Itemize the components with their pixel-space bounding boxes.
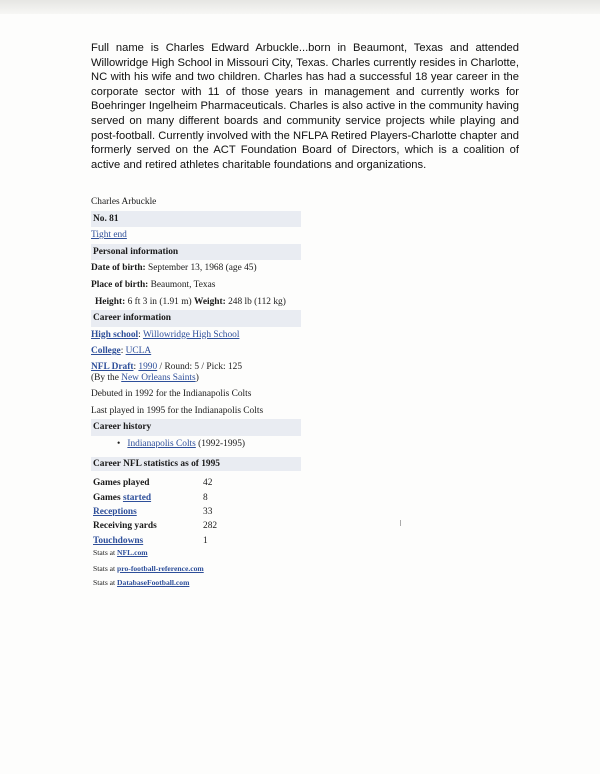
player-name: Charles Arbuckle	[91, 197, 157, 207]
height-weight-row	[91, 294, 301, 311]
career-history-header: Career history	[91, 419, 301, 436]
games-started-value: 8	[203, 492, 208, 503]
games-played-value: 42	[203, 478, 213, 489]
stats-source-pfr	[93, 564, 204, 573]
table-row	[93, 534, 217, 548]
bullet-icon: •	[117, 438, 121, 449]
games-started-label	[93, 490, 203, 504]
weight-value: 248 lb (112 kg)	[228, 296, 286, 307]
last-played-row: Last played in 1995 for the Indianapolis Colts	[91, 405, 264, 416]
stats-table	[93, 476, 217, 548]
personal-info-header: Personal information	[91, 244, 301, 261]
draft-team-link[interactable]: New Orleans Saints	[121, 372, 196, 383]
pob-label: Place of birth:	[91, 279, 149, 290]
started-link[interactable]: started	[122, 492, 152, 503]
draft-by-close: )	[195, 372, 199, 383]
nfl-draft-label[interactable]: NFL Draft	[91, 361, 134, 372]
college-row: College: UCLA	[91, 346, 152, 357]
history-years: (1992-1995)	[195, 438, 246, 449]
history-team-link[interactable]: Indianapolis Colts	[127, 438, 196, 449]
debut-row: Debuted in 1992 for the Indianapolis Colts	[91, 388, 252, 399]
nfl-com-link[interactable]: NFL.com	[117, 548, 148, 557]
high-school-row: High school: Willowridge High School	[91, 329, 240, 340]
position-row	[91, 227, 301, 244]
source-prefix: Stats at	[93, 564, 118, 573]
touchdowns-link[interactable]: Touchdowns	[93, 535, 144, 546]
draft-by-text: (By the	[91, 372, 122, 383]
pob-value: Beaumont, Texas	[150, 279, 216, 290]
receiving-yards-label: Receiving yards	[93, 521, 157, 532]
games-started-prefix: Games	[93, 492, 123, 503]
source-prefix: Stats at	[93, 548, 118, 557]
touchdowns-value: 1	[203, 535, 208, 546]
source-prefix: Stats at	[93, 578, 118, 587]
games-played-label: Games played	[93, 478, 150, 489]
high-school-label[interactable]: High school	[91, 329, 139, 340]
stats-source-nfl	[93, 548, 148, 557]
career-info-header: Career information	[91, 310, 301, 327]
receptions-value: 33	[203, 506, 213, 517]
draft-row: NFL Draft: 1990 / Round: 5 / Pick: 125	[91, 361, 243, 372]
databasefootball-link[interactable]: DatabaseFootball.com	[117, 578, 190, 587]
table-row	[93, 476, 217, 490]
draft-year-link[interactable]: 1990	[138, 361, 158, 372]
position-link[interactable]: Tight end	[91, 230, 127, 241]
college-label[interactable]: College	[91, 346, 121, 357]
college-link[interactable]: UCLA	[125, 346, 152, 357]
draft-round-pick: / Round: 5 / Pick: 125	[157, 361, 243, 372]
scan-top-edge	[0, 0, 600, 14]
dob-value: September 13, 1968 (age 45)	[148, 263, 257, 274]
biography-paragraph: Full name is Charles Edward Arbuckle...born in Beaumont, Texas and attended Willowridge High School in Missouri City, Texas. Charles currently resides in Charlotte, NC with his wife and two children. Charles has had a successful 18 year career in the corporate sector with 11 of those years in management and currently works for Boehringer Ingelheim Pharmaceuticals. Charles is also active in the community having served on many different boards and community service projects while playing and post-football. Currently involved with the NFLPA Retired Players-Charlotte chapter and formerly served on the ACT Foundation Board of Directors, which is a coalition of active and retired athletes charitable foundations and organizations.	[91, 42, 519, 171]
dob-label: Date of birth:	[91, 263, 146, 274]
touchdowns-label	[93, 534, 203, 548]
career-history-item	[91, 436, 301, 453]
weight-label: Weight:	[193, 296, 226, 307]
receiving-yards-value: 282	[203, 521, 218, 532]
stats-title: Career NFL statistics as of 1995	[91, 457, 301, 471]
height-label: Height:	[95, 296, 126, 307]
pfr-link[interactable]: pro-football-reference.com	[117, 564, 204, 573]
high-school-link[interactable]: Willowridge High School	[142, 329, 240, 340]
dob-row	[91, 260, 301, 277]
draft-team-row	[91, 373, 301, 386]
table-row	[93, 505, 217, 519]
jersey-number: No. 81	[91, 211, 301, 228]
receptions-label	[93, 505, 203, 519]
receptions-link[interactable]: Receptions	[93, 506, 137, 517]
stats-source-dbf	[93, 578, 189, 587]
pob-row	[91, 277, 301, 294]
player-infobox	[91, 194, 301, 452]
table-row	[93, 490, 217, 504]
table-row	[93, 519, 217, 533]
scan-mark	[400, 520, 401, 526]
height-value: 6 ft 3 in (1.91 m)	[127, 296, 192, 307]
